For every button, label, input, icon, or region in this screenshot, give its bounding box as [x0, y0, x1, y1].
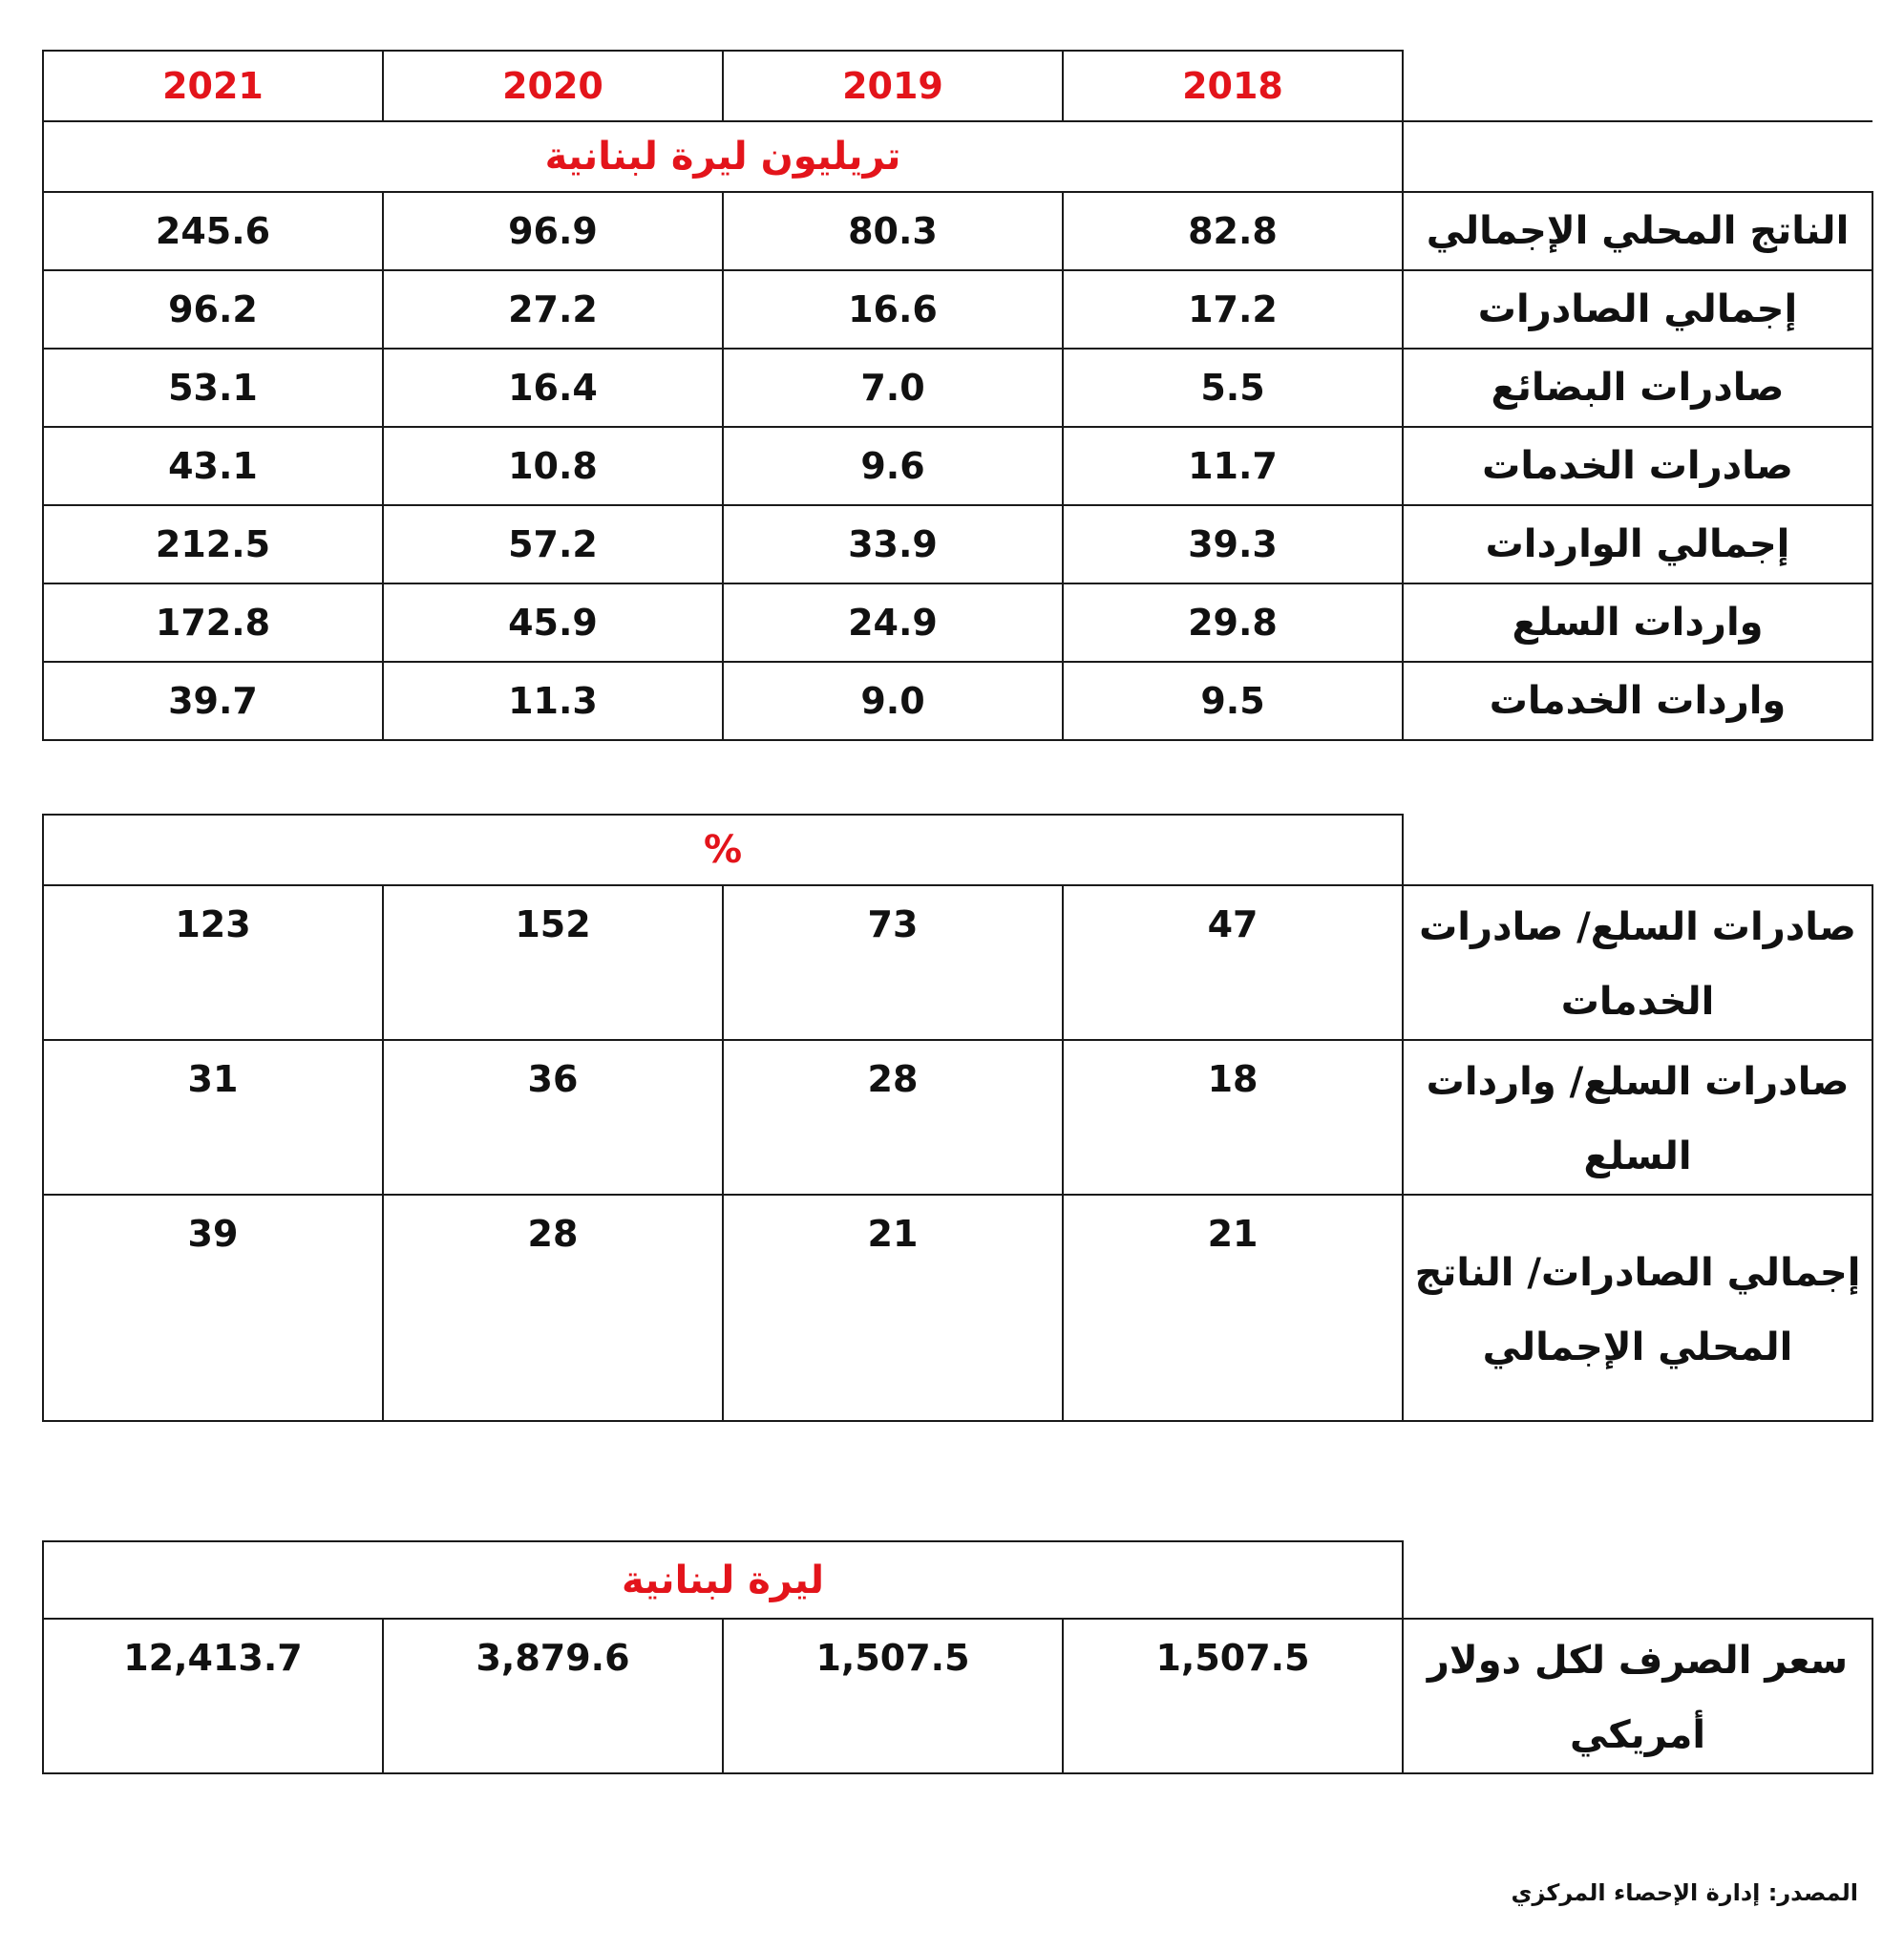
table-row	[43, 505, 1872, 583]
value-cell: 11.3	[383, 662, 723, 740]
unit-row	[43, 121, 1872, 192]
row-label: الناتج المحلي الإجمالي	[1403, 192, 1872, 270]
table-row	[43, 349, 1872, 427]
unit-row	[43, 1541, 1872, 1619]
value-cell: 245.6	[43, 192, 383, 270]
year-header-row	[43, 51, 1872, 121]
value-cell: 21	[723, 1195, 1063, 1421]
unit-label: %	[43, 815, 1403, 885]
row-label: إجمالي الصادرات/ الناتج المحلي الإجمالي	[1403, 1195, 1872, 1421]
row-label: واردات السلع	[1403, 583, 1872, 662]
value-cell: 31	[43, 1040, 383, 1195]
value-cell: 39.7	[43, 662, 383, 740]
value-cell: 96.2	[43, 270, 383, 349]
value-cell: 10.8	[383, 427, 723, 505]
blank-cell	[1403, 121, 1872, 192]
value-cell: 73	[723, 885, 1063, 1040]
year-header: 2020	[383, 51, 723, 121]
value-cell: 9.5	[1063, 662, 1403, 740]
value-cell: 47	[1063, 885, 1403, 1040]
value-cell: 33.9	[723, 505, 1063, 583]
year-header: 2021	[43, 51, 383, 121]
value-cell: 45.9	[383, 583, 723, 662]
value-cell: 80.3	[723, 192, 1063, 270]
value-cell: 16.4	[383, 349, 723, 427]
table-row	[43, 270, 1872, 349]
value-cell: 16.6	[723, 270, 1063, 349]
table-row	[43, 1195, 1872, 1421]
macro-values-table	[42, 50, 1873, 741]
value-cell: 39	[43, 1195, 383, 1421]
row-label: صادرات السلع/ صادرات الخدمات	[1403, 885, 1872, 1040]
value-cell: 96.9	[383, 192, 723, 270]
value-cell: 28	[723, 1040, 1063, 1195]
value-cell: 9.0	[723, 662, 1063, 740]
value-cell: 43.1	[43, 427, 383, 505]
unit-label: تريليون ليرة لبنانية	[43, 121, 1403, 192]
value-cell: 28	[383, 1195, 723, 1421]
value-cell: 9.6	[723, 427, 1063, 505]
table-row	[43, 885, 1872, 1040]
value-cell: 17.2	[1063, 270, 1403, 349]
table-row	[43, 192, 1872, 270]
row-label: إجمالي الصادرات	[1403, 270, 1872, 349]
year-header: 2019	[723, 51, 1063, 121]
value-cell: 18	[1063, 1040, 1403, 1195]
row-label: واردات الخدمات	[1403, 662, 1872, 740]
value-cell: 29.8	[1063, 583, 1403, 662]
table-row	[43, 427, 1872, 505]
row-label: صادرات السلع/ واردات السلع	[1403, 1040, 1872, 1195]
value-cell: 21	[1063, 1195, 1403, 1421]
blank-cell	[1403, 1541, 1872, 1619]
year-header: 2018	[1063, 51, 1403, 121]
value-cell: 1,507.5	[1063, 1619, 1403, 1773]
exchange-rate-table	[42, 1540, 1873, 1774]
value-cell: 27.2	[383, 270, 723, 349]
table-row	[43, 1040, 1872, 1195]
value-cell: 12,413.7	[43, 1619, 383, 1773]
value-cell: 152	[383, 885, 723, 1040]
unit-label: ليرة لبنانية	[43, 1541, 1403, 1619]
source-note: المصدر: إدارة الإحصاء المركزي	[1511, 1879, 1858, 1906]
value-cell: 5.5	[1063, 349, 1403, 427]
table-row	[43, 583, 1872, 662]
ratios-table	[42, 814, 1873, 1422]
value-cell: 82.8	[1063, 192, 1403, 270]
value-cell: 36	[383, 1040, 723, 1195]
value-cell: 11.7	[1063, 427, 1403, 505]
row-label: صادرات البضائع	[1403, 349, 1872, 427]
value-cell: 7.0	[723, 349, 1063, 427]
value-cell: 53.1	[43, 349, 383, 427]
table-row	[43, 1619, 1872, 1773]
value-cell: 123	[43, 885, 383, 1040]
blank-cell	[1403, 51, 1872, 121]
value-cell: 212.5	[43, 505, 383, 583]
row-label: إجمالي الواردات	[1403, 505, 1872, 583]
table-row	[43, 662, 1872, 740]
value-cell: 24.9	[723, 583, 1063, 662]
row-label: صادرات الخدمات	[1403, 427, 1872, 505]
blank-cell	[1403, 815, 1872, 885]
unit-row	[43, 815, 1872, 885]
value-cell: 57.2	[383, 505, 723, 583]
value-cell: 39.3	[1063, 505, 1403, 583]
row-label: سعر الصرف لكل دولار أمريكي	[1403, 1619, 1872, 1773]
value-cell: 3,879.6	[383, 1619, 723, 1773]
value-cell: 172.8	[43, 583, 383, 662]
value-cell: 1,507.5	[723, 1619, 1063, 1773]
